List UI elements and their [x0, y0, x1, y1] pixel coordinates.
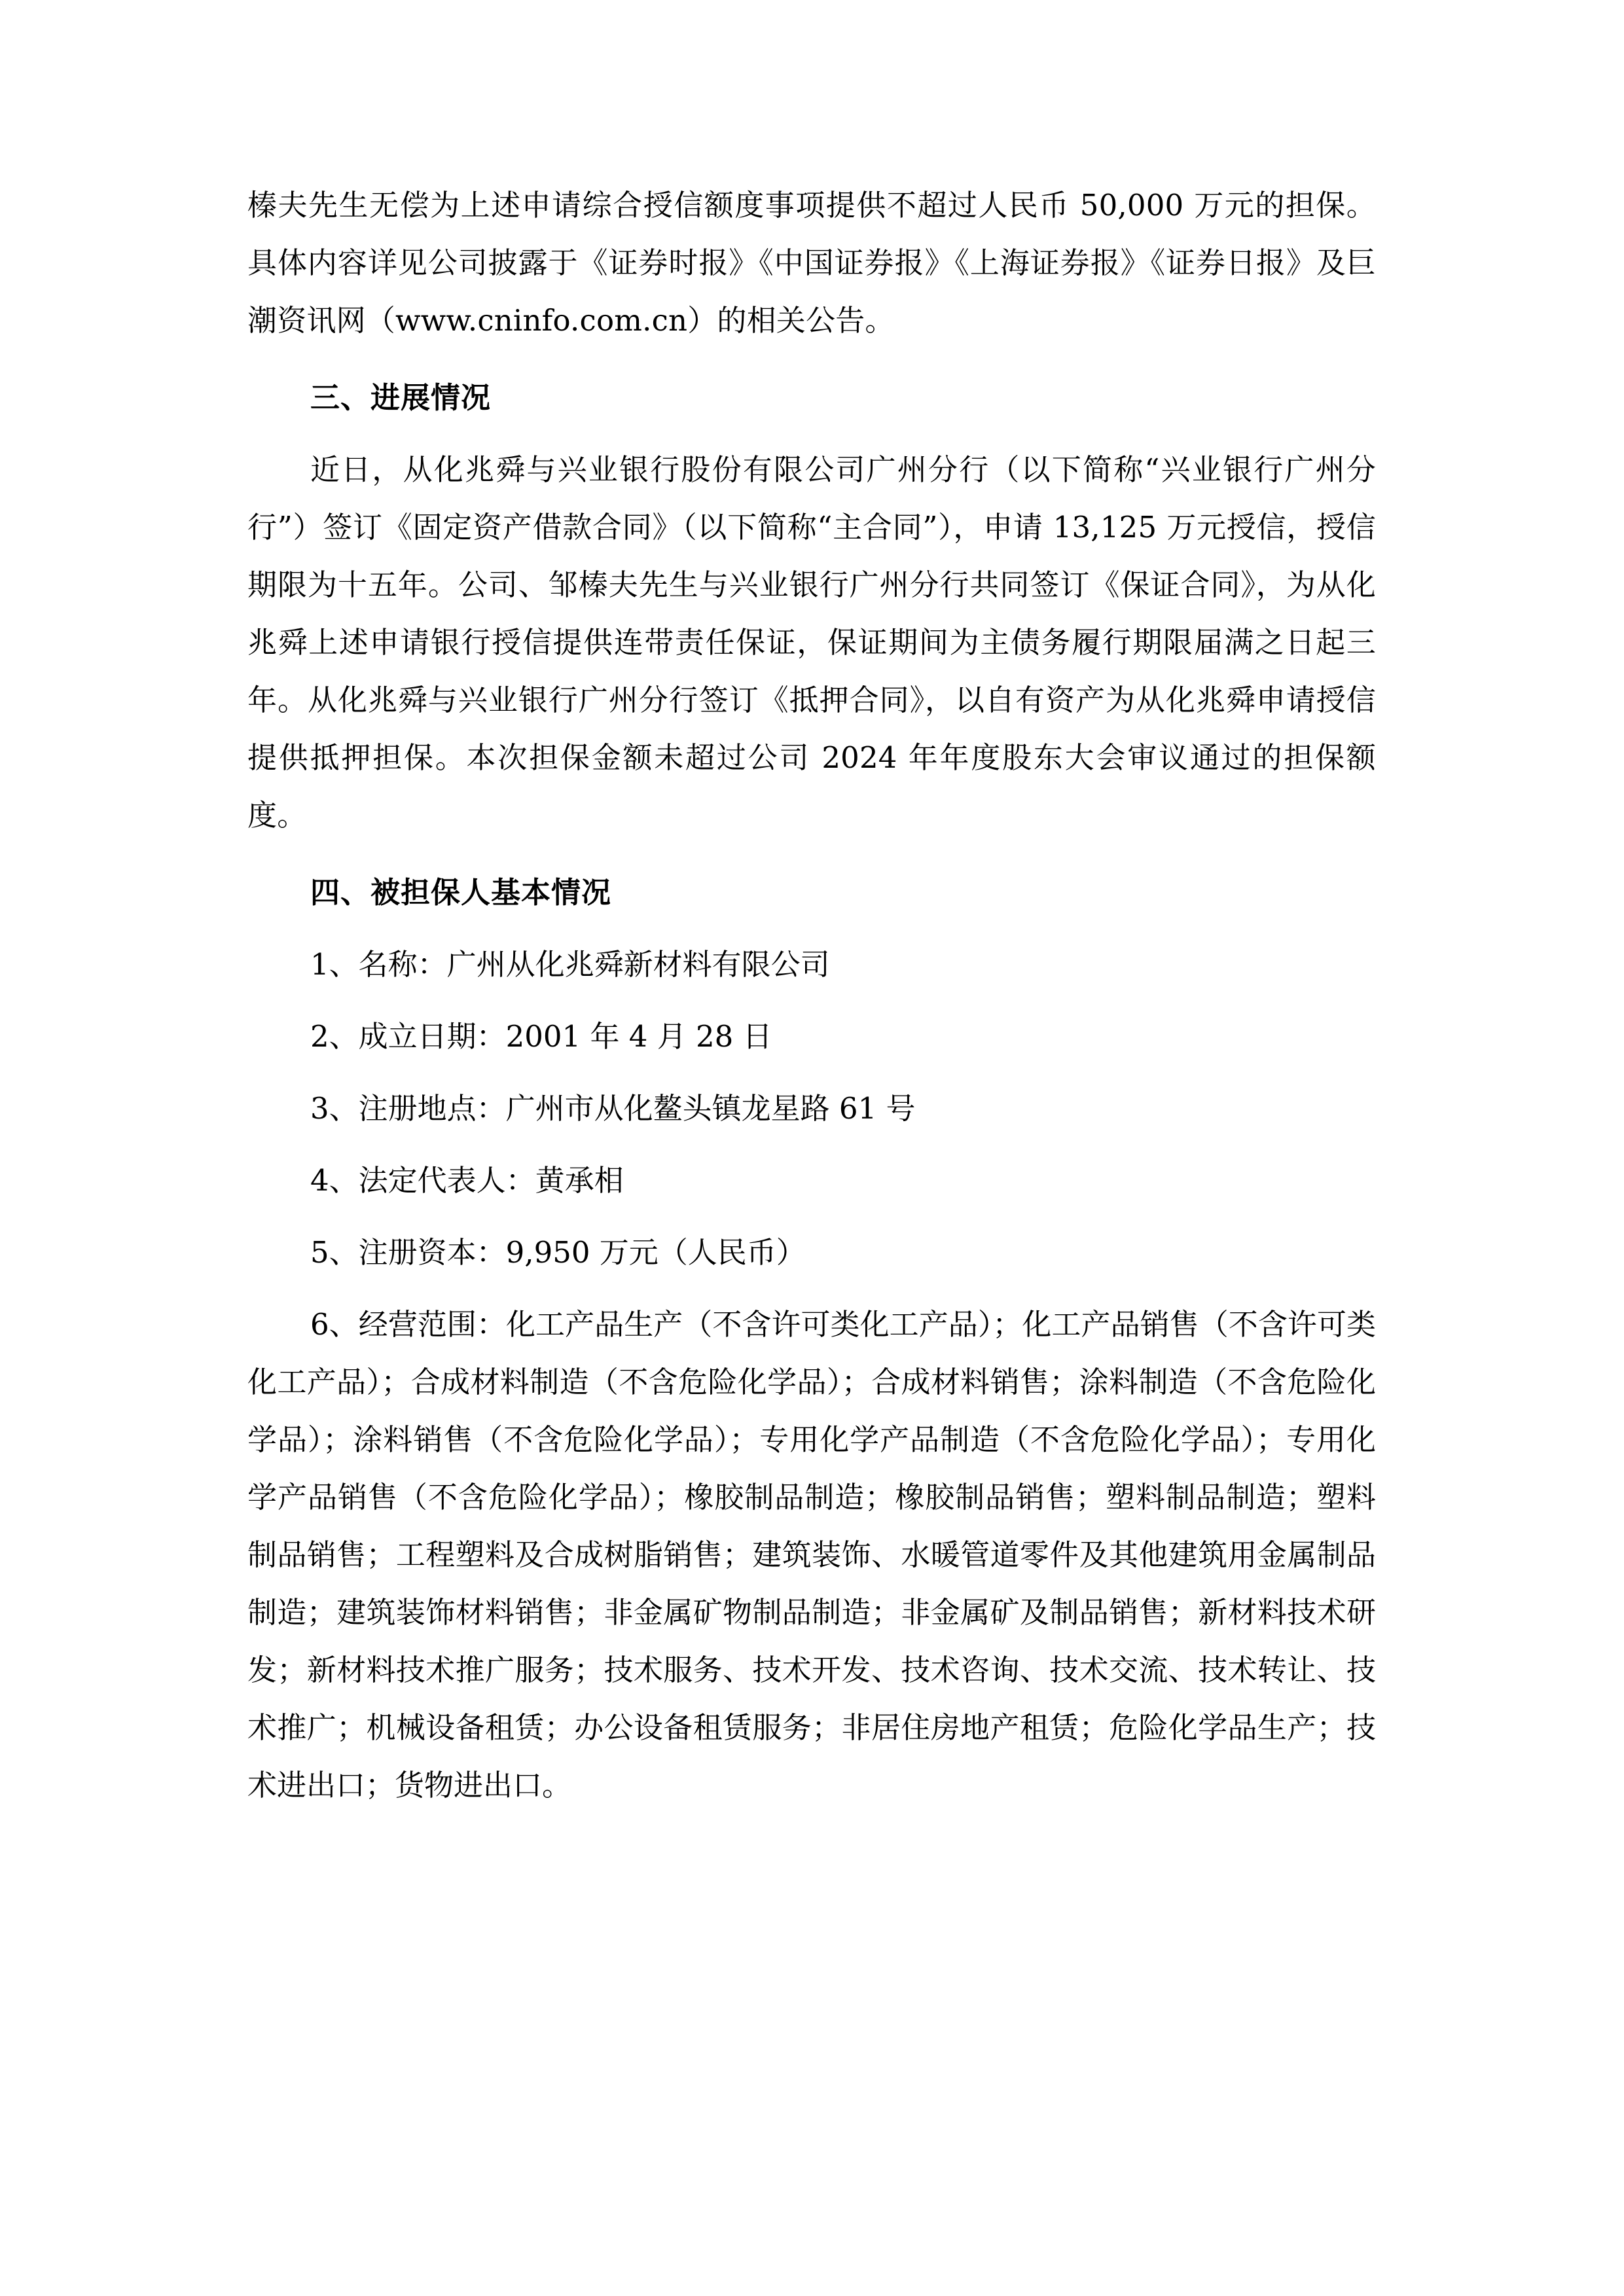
spacer [247, 427, 1376, 441]
spacer [247, 1282, 1376, 1296]
spacer [247, 1210, 1376, 1224]
guaranteed-party-registered-capital: 5、注册资本：9,950 万元（人民币） [310, 1235, 806, 1270]
guarantee-continuation-paragraph: 榛夫先生无偿为上述申请综合授信额度事项提供不超过人民币 50,000 万元的担保。具体内容详见公司披露于《证券时报》《中国证券报》《上海证券报》《证券日报》及巨潮资讯网（www.cninfo.com.cn）的相关公告。 [247, 188, 1376, 338]
spacer [247, 994, 1376, 1008]
guaranteed-party-legal-representative: 4、法定代表人：黄承相 [310, 1163, 624, 1198]
spacer [247, 1138, 1376, 1152]
spacer [247, 844, 1376, 864]
section-three-body: 近日，从化兆舜与兴业银行股份有限公司广州分行（以下简称“兴业银行广州分行”）签订《固定资产借款合同》（以下简称“主合同”），申请 13,125 万元授信，授信期限为十五年。公司、邹榛夫先生与兴业银行广州分行共同签订《保证合同》，为从化兆舜上述申请银行授信提供连带责任保证，保证期间为主债务履行期限届满之日起三年。从化兆舜与兴业银行广州分行签订《抵押合同》，以自有资产为从化兆舜申请授信提供抵押担保。本次担保金额未超过公司 2024 年年度股东大会审议通过的担保额度。 [247, 452, 1376, 833]
section-three-heading: 三、进展情况 [310, 380, 492, 415]
section-four-heading: 四、被担保人基本情况 [310, 875, 612, 910]
page-content-column [247, 177, 1376, 1814]
guaranteed-party-establishment-date: 2、成立日期：2001 年 4 月 28 日 [310, 1019, 772, 1054]
spacer [247, 922, 1376, 936]
spacer [247, 350, 1376, 369]
guaranteed-party-business-scope: 6、经营范围：化工产品生产（不含许可类化工产品）；化工产品销售（不含许可类化工产品）；合成材料制造（不含危险化学品）；合成材料销售；涂料制造（不含危险化学品）；涂料销售（不含危险化学品）；专用化学产品制造（不含危险化学品）；专用化学产品销售（不含危险化学品）；橡胶制品制造；橡胶制品销售；塑料制品制造；塑料制品销售；工程塑料及合成树脂销售；建筑装饰、水暖管道零件及其他建筑用金属制品制造；建筑装饰材料销售；非金属矿物制品制造；非金属矿及制品销售；新材料技术研发；新材料技术推广服务；技术服务、技术开发、技术咨询、技术交流、技术转让、技术推广；机械设备租赁；办公设备租赁服务；非居住房地产租赁；危险化学品生产；技术进出口；货物进出口。 [247, 1307, 1376, 1803]
guaranteed-party-name: 1、名称：广州从化兆舜新材料有限公司 [310, 947, 830, 982]
guaranteed-party-registered-address: 3、注册地点：广州市从化鳌头镇龙星路 61 号 [310, 1091, 916, 1126]
spacer [247, 1066, 1376, 1080]
